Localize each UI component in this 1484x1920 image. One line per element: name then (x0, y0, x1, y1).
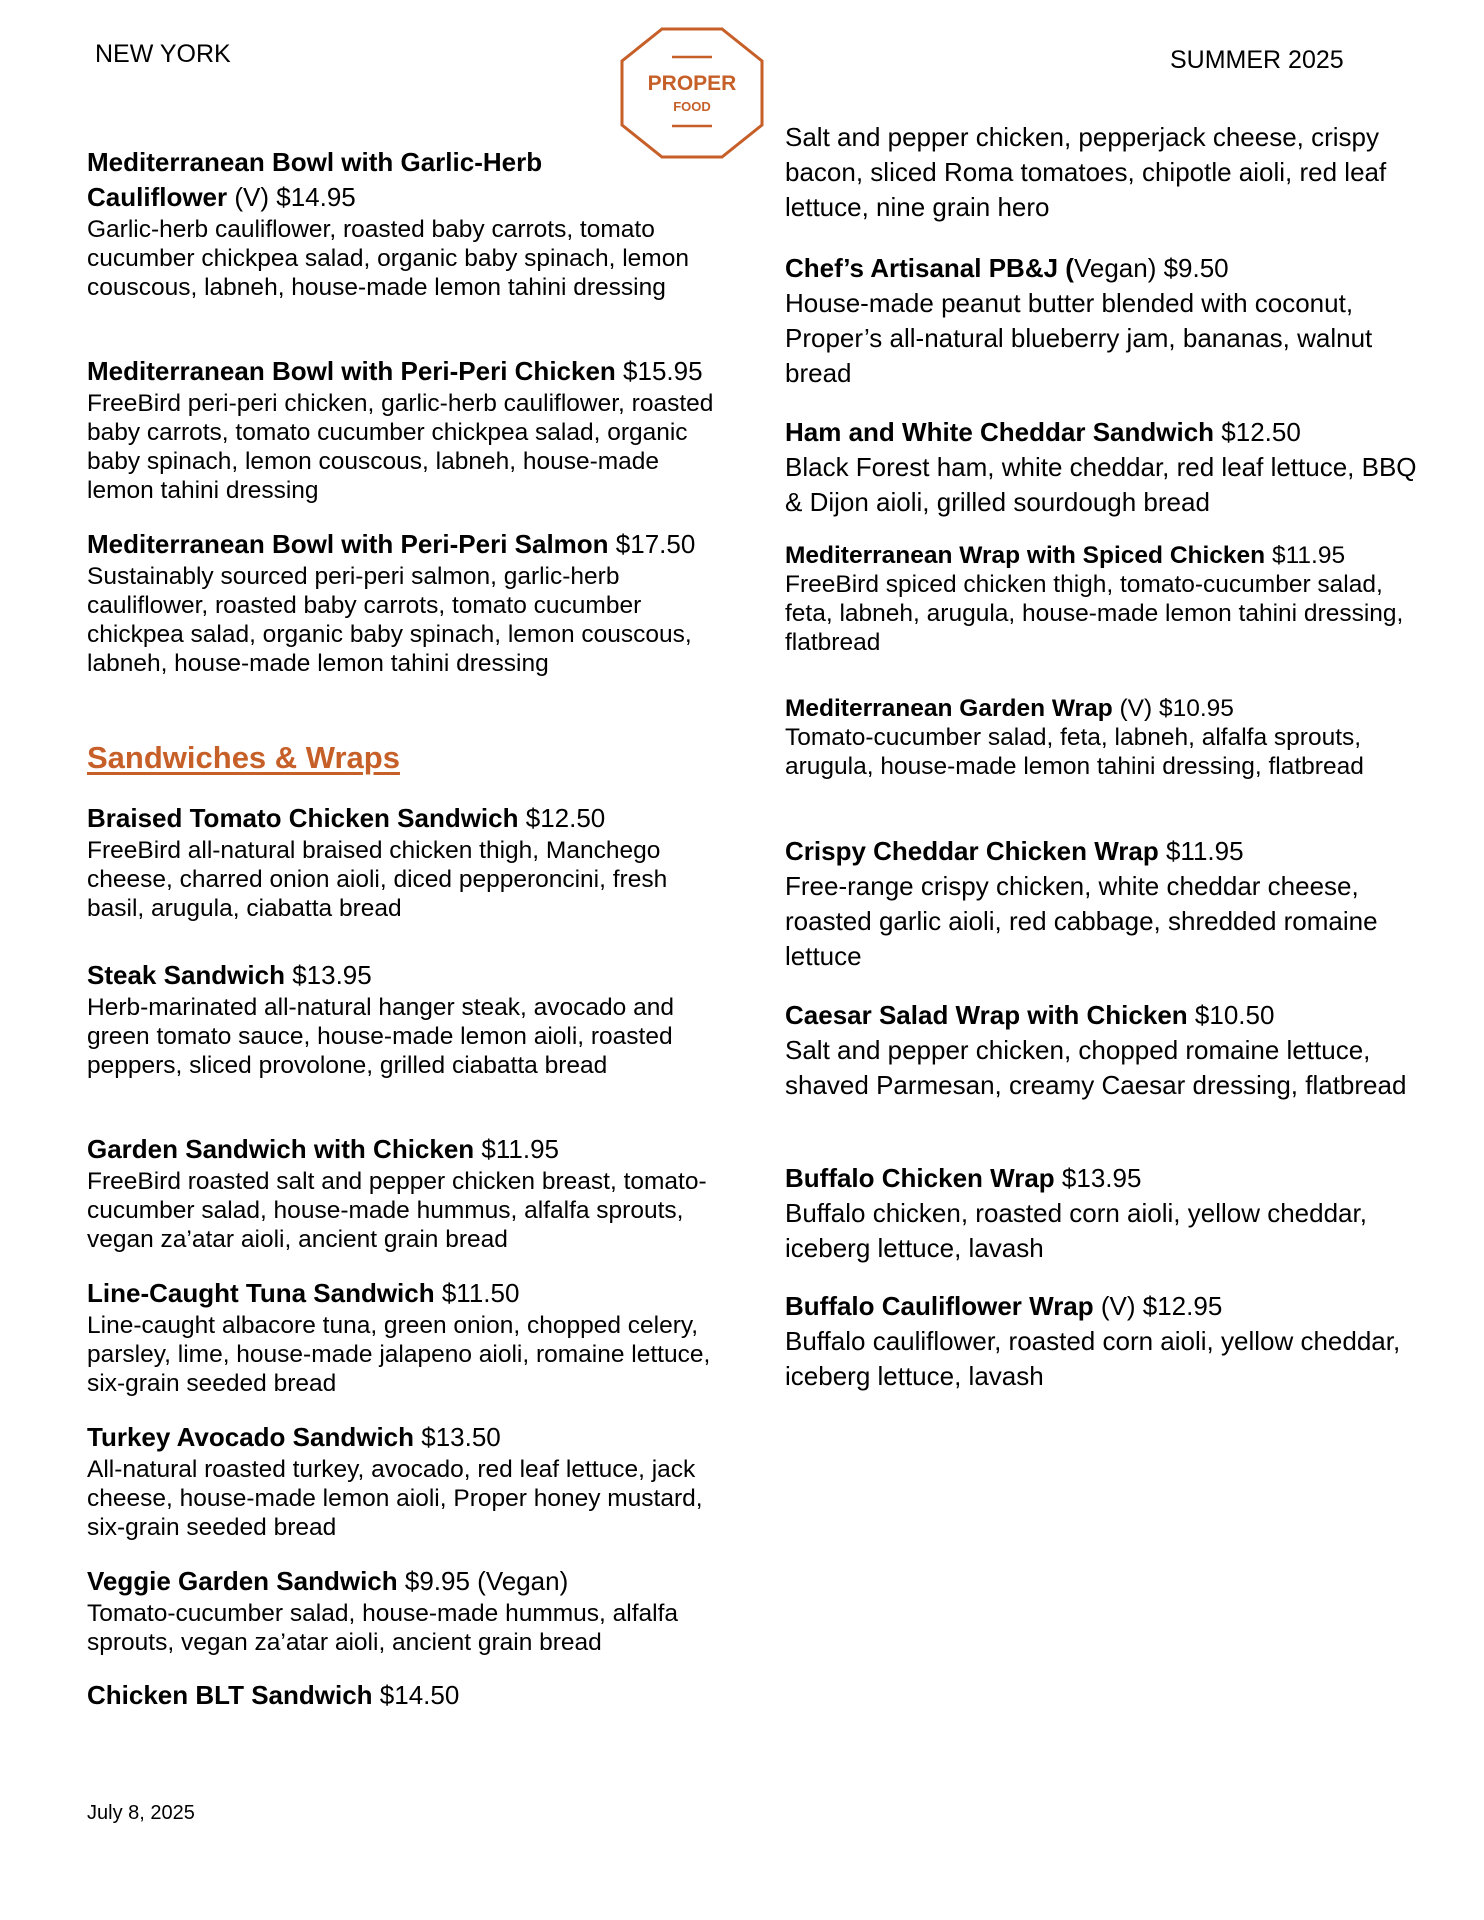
item-description: Tomato-cucumber salad, feta, labneh, alfalfa sprouts, arugula, house-made lemon tahini dressing, flatbread (785, 724, 1364, 780)
item-description: Herb-marinated all-natural hanger steak, avocado and green tomato sauce, house-made lemon aioli, roasted peppers, sliced provolone, grilled ciabatta bread (87, 994, 674, 1079)
item-description: Line-caught albacore tuna, green onion, chopped celery, parsley, lime, house-made jalapeno aioli, romaine lettuce, six-grain seeded bread (87, 1312, 711, 1397)
item-name: Caesar Salad Wrap with Chicken (785, 1000, 1188, 1030)
item-price: $13.95 (284, 960, 372, 990)
menu-item (87, 1564, 727, 1657)
item-price: (V) $14.95 (227, 182, 356, 212)
menu-item (87, 527, 727, 678)
item-description: FreeBird spiced chicken thigh, tomato-cucumber salad, feta, labneh, arugula, house-made lemon tahini dressing, flatbread (785, 571, 1404, 656)
item-name: Buffalo Cauliflower Wrap (785, 1291, 1094, 1321)
item-name: Chicken BLT Sandwich (87, 1680, 373, 1710)
item-description: Free-range crispy chicken, white cheddar cheese, roasted garlic aioli, red cabbage, shredded romaine lettuce (785, 871, 1378, 971)
item-description: Tomato-cucumber salad, house-made hummus, alfalfa sprouts, vegan za’atar aioli, ancient grain bread (87, 1600, 679, 1656)
proper-food-logo (620, 27, 764, 159)
item-description: All-natural roasted turkey, avocado, red leaf lettuce, jack cheese, house-made lemon aioli, Proper honey mustard, six-grain seeded bread (87, 1456, 703, 1541)
item-price: $12.50 (518, 803, 606, 833)
item-name: Mediterranean Garden Wrap (785, 695, 1113, 722)
item-description: FreeBird all-natural braised chicken thigh, Manchego cheese, charred onion aioli, diced pepperoncini, fresh basil, arugula, ciabatta bread (87, 837, 668, 922)
location-label: NEW YORK (95, 40, 231, 68)
menu-item (785, 834, 1425, 974)
menu-item (785, 415, 1425, 520)
item-name: Mediterranean Bowl with Peri-Peri Salmon (87, 529, 609, 559)
continued-description: Salt and pepper chicken, pepperjack cheese, crispy bacon, sliced Roma tomatoes, chipotle aioli, red leaf lettuce, nine grain hero (785, 122, 1387, 222)
item-price: $11.95 (1158, 836, 1244, 866)
menu-item (87, 145, 727, 302)
item-description: Salt and pepper chicken, chopped romaine lettuce, shaved Parmesan, creamy Caesar dressing, flatbread (785, 1035, 1407, 1100)
menu-item (87, 1132, 727, 1254)
season-label: SUMMER 2025 (1170, 46, 1344, 74)
item-price: (V) $12.95 (1093, 1291, 1223, 1321)
item-name: Line-Caught Tuna Sandwich (87, 1278, 435, 1308)
item-name: Buffalo Chicken Wrap (785, 1163, 1055, 1193)
item-price: $11.50 (434, 1278, 520, 1308)
item-price: $15.95 (615, 356, 703, 386)
item-description: Buffalo chicken, roasted corn aioli, yellow cheddar, iceberg lettuce, lavash (785, 1198, 1367, 1263)
item-price: $13.95 (1054, 1163, 1142, 1193)
item-description: Buffalo cauliflower, roasted corn aioli, yellow cheddar, iceberg lettuce, lavash (785, 1326, 1401, 1391)
item-price: $11.95 (1265, 542, 1346, 569)
menu-item (87, 1276, 727, 1398)
item-price: $9.95 (Vegan) (397, 1566, 569, 1596)
item-name: Veggie Garden Sandwich (87, 1566, 398, 1596)
item-name: Mediterranean Bowl with Garlic-Herb (87, 147, 543, 177)
item-price: $14.50 (372, 1680, 460, 1710)
footer-date: July 8, 2025 (87, 1802, 195, 1824)
item-price: $10.50 (1187, 1000, 1275, 1030)
item-price: Vegan) $9.50 (1073, 253, 1229, 283)
menu-item (87, 958, 727, 1080)
item-name: Steak Sandwich (87, 960, 285, 990)
item-name: Turkey Avocado Sandwich (87, 1422, 415, 1452)
menu-item (87, 801, 727, 923)
item-name: Garden Sandwich with Chicken (87, 1134, 475, 1164)
section-heading: Sandwiches & Wraps (87, 740, 400, 775)
menu-item (785, 694, 1425, 781)
item-description: FreeBird peri-peri chicken, garlic-herb cauliflower, roasted baby carrots, tomato cucumber chickpea salad, organic baby spinach, lemon couscous, labneh, house-made lemon tahini dressing (87, 390, 714, 504)
item-description: Garlic-herb cauliflower, roasted baby carrots, tomato cucumber chickpea salad, organic baby spinach, lemon couscous, labneh, house-made lemon tahini dressing (87, 216, 689, 301)
menu-item (87, 1420, 727, 1542)
item-name: Mediterranean Bowl with Peri-Peri Chicken (87, 356, 616, 386)
item-description: Sustainably sourced peri-peri salmon, garlic-herb cauliflower, roasted baby carrots, tomato cucumber chickpea salad, organic baby spinach, lemon couscous, labneh, house-made lemon tahini dressing (87, 563, 692, 677)
item-name: Braised Tomato Chicken Sandwich (87, 803, 519, 833)
logo-word-proper: PROPER (647, 72, 737, 95)
menu-item (87, 1678, 727, 1713)
menu-item (785, 541, 1425, 657)
item-price: $12.50 (1214, 417, 1301, 447)
item-price: $11.95 (474, 1134, 560, 1164)
item-name: Mediterranean Wrap with Spiced Chicken (785, 542, 1266, 569)
menu-item (785, 1289, 1425, 1394)
item-price: $13.50 (414, 1422, 501, 1452)
item-description: Black Forest ham, white cheddar, red leaf lettuce, BBQ & Dijon aioli, grilled sourdough bread (785, 452, 1417, 517)
menu-item (785, 998, 1425, 1103)
item-name: Chef’s Artisanal PB&J ( (785, 253, 1074, 283)
menu-item (785, 1161, 1425, 1266)
logo-word-food: FOOD (673, 99, 711, 114)
item-name: Ham and White Cheddar Sandwich (785, 417, 1215, 447)
item-price: (V) $10.95 (1112, 695, 1234, 722)
item-name-cont: Cauliflower (87, 182, 228, 212)
item-name: Crispy Cheddar Chicken Wrap (785, 836, 1159, 866)
item-price: $17.50 (608, 529, 696, 559)
item-description: FreeBird roasted salt and pepper chicken breast, tomato-cucumber salad, house-made hummus, alfalfa sprouts, vegan za’atar aioli, ancient grain bread (87, 1168, 707, 1253)
item-description: House-made peanut butter blended with coconut, Proper’s all-natural blueberry jam, bananas, walnut bread (785, 288, 1373, 388)
menu-item (87, 354, 727, 505)
menu-item (785, 251, 1425, 391)
